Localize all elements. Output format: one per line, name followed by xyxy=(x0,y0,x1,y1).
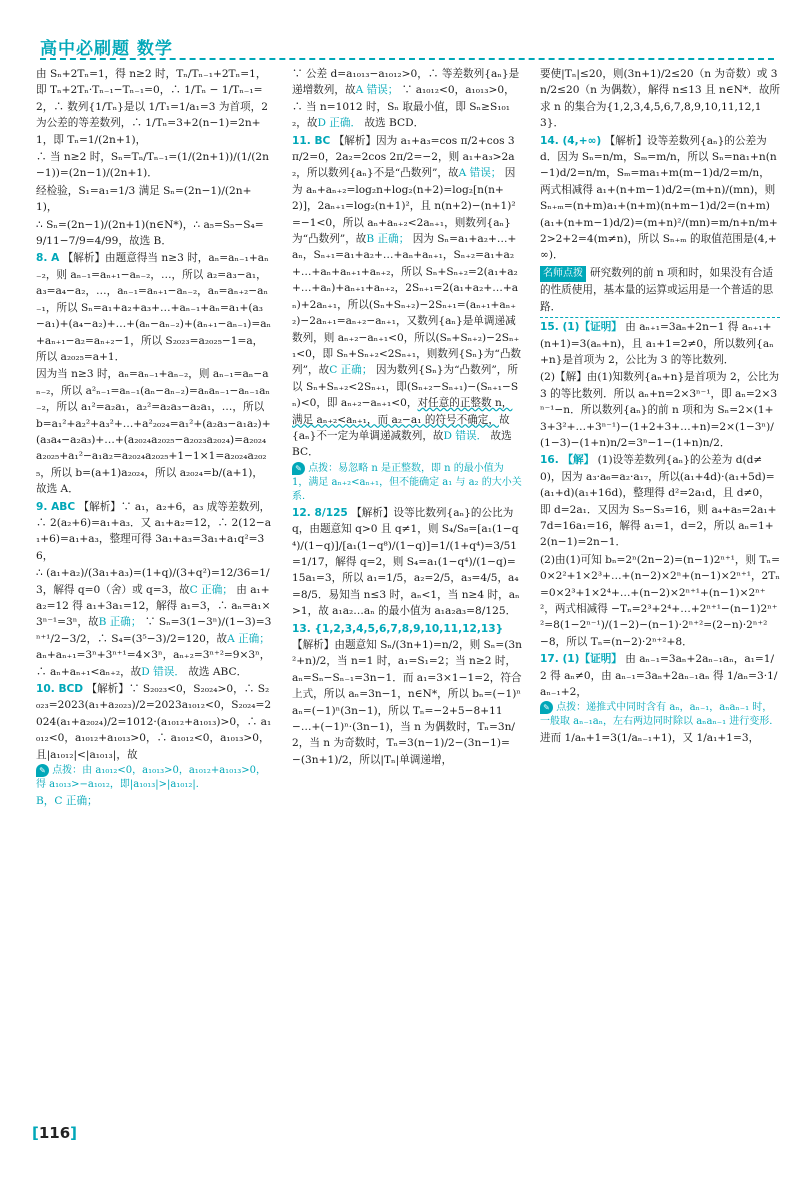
q15-block xyxy=(540,319,780,368)
q11-number: 11. BC xyxy=(292,134,331,147)
q8-solution: 【解析】由题意得当 n≥3 时，aₙ=aₙ₋₁+aₙ₋₂，则 aₙ₋₁=aₙ₊₁−aₙ₋₂，…，所以 a₂=a₃−a₁，a₃=a₄−a₂，…，aₙ₋₁=aₙ₊₁−aₙ₋₂，aₙ=aₙ₊₂−aₙ₋₁，所以 Sₙ=a₁+a₂+a₃+…+aₙ₋₁+aₙ=a₁+(a₃−a₁)+(a₄−a₂)+…+(aₙ−aₙ₋₂)+(aₙ₊₁−aₙ₋₁)=aₙ+aₙ₊₁−a₂=aₙ₊₂−1，所以 S₂₀₂₃=a₂₀₂₅−1=a，所以 a₂₀₂₅=a+1． xyxy=(36,252,272,363)
q15-part1: 由 aₙ₊₁=3aₙ+2n−1 得 aₙ₊₁+(n+1)=3(aₙ+n)，且 a₁+1=2≠0，所以数列{aₙ+n}是首项为 2，公比为 3 的等比数列． xyxy=(540,321,774,366)
q11-step-b: 因为 aₙ+aₙ₊₂=log₂n+log₂(n+2)=log₂[n(n+2)]，2aₙ₊₁=log₂(n+1)²，且 n(n+2)−(n+1)²=−1<0，所以 aₙ+aₙ₊₂<2aₙ₊₁，则数列{aₙ}为“凸数列”，故 xyxy=(292,167,516,246)
q11-block xyxy=(292,133,522,461)
column-right xyxy=(540,66,780,748)
q17-part1: 由 aₙ₋₁=3aₙ+2aₙ₋₁aₙ，a₁=1/2 得 aₙ≠0，由 aₙ₋₁=3aₙ+2aₙ₋₁aₙ 得 1/aₙ=3·1/aₙ₋₁+2， xyxy=(540,653,778,699)
q17-part2: 进而 1/aₙ+1=3(1/aₙ₋₁+1)，又 1/a₁+1=3， xyxy=(540,732,760,745)
q11-step-d: 因为数列{Sₙ}为“凸数列”，所以 Sₙ+Sₙ₊₂<2Sₙ₊₁，即(Sₙ₊₂−Sₙ₊₁)−(Sₙ₊₁−Sₙ)<0，即 aₙ₊₂−aₙ₊₁<0， xyxy=(292,364,519,410)
q8-solution-cont: 因为当 n≥3 时，aₙ=aₙ₋₁+aₙ₋₂，则 aₙ₋₁=aₙ−aₙ₋₂，所以 a²ₙ₋₁=aₙ₋₁(aₙ−aₙ₋₂)=aₙaₙ₋₁−aₙ₋₁aₙ₋₂，所以 a₁²=a₂a₁，a₂²=a₂a₃−a₂a₁，…，所以 b=a₁²+a₂²+a₃²+…+a²₂₀₂₄=a₁²+(a₂a₃−a₁a₂)+(a₃a₄−a₂a₃)+…+(a₂₀₂₄a₂₀₂₅−a₂₀₂₃a₂₀₂₄)=a₂₀₂₄a₂₀₂₅+a₁²−a₁a₂=a₂₀₂₄a₂₀₂₅+1−1×1=a₂₀₂₄a₂₀₂₅，所以 b=(a+1)a₂₀₂₄，所以 a₂₀₂₄=b/(a+1)，故选 A． xyxy=(36,368,271,496)
q17-block xyxy=(540,651,780,700)
q9-step-3: 由 a₁+a₂=12 得 a₁+3a₁=12，解得 a₁=3，∴ aₙ=a₁×3ⁿ⁻¹=3ⁿ，故 xyxy=(36,583,271,629)
q15-number: 15. (1)【证明】 xyxy=(540,321,622,334)
q10-cont xyxy=(292,66,522,132)
tip-icon: ✎ xyxy=(36,764,49,777)
q16-block xyxy=(540,452,780,550)
famous-teacher-tip xyxy=(540,265,780,318)
q9-correct-a: A 正确； xyxy=(227,632,270,645)
q10-tip xyxy=(36,764,272,792)
q12-number: 12. 8/125 xyxy=(292,506,348,519)
q9-wrong-d: D 错误． xyxy=(141,665,185,678)
q10-solution: 【解析】∵ S₂₀₂₃<0，S₂₀₂₄>0，∴ S₂₀₂₃=2023(a₁+a₂₀₂₃)/2=2023a₁₀₁₂<0，S₂₀₂₄=2024(a₁+a₂₀₂₄)/2=1012·(a₁₀₁₂+a₁₀₁₃)>0，∴ a₁₀₁₂<0，a₁₀₁₂+a₁₀₁₃>0，∴ a₁₀₁₂<0，a₁₀₁₃>0，且|a₁₀₁₂|<|a₁₀₁₃|，故 xyxy=(36,683,272,761)
q9-step-5: aₙ+aₙ₊₁=3ⁿ+3ⁿ⁺¹=4×3ⁿ，aₙ₊₂=3ⁿ⁺²=9×3ⁿ，∴ aₙ+aₙ₊₁<aₙ₊₂，故 xyxy=(36,649,271,678)
q8-number: 8. A xyxy=(36,252,60,265)
q9-solution: 【解析】∵ a₁，a₂+6，a₃ 成等差数列，∴ 2(a₂+6)=a₁+a₃．又 a₁+a₂=12，∴ 2(12−a₁+6)=a₁+a₃，整理可得 3a₁+a₃=3a₁+a₁q²=36， xyxy=(36,500,272,562)
q11-correct-b: B 正确； xyxy=(366,233,410,246)
q9-conclusion: 故选 ABC． xyxy=(188,665,248,678)
q17-tip-text: 点拨：递推式中同时含有 aₙ，aₙ₋₁，aₙaₙ₋₁ 时，一般取 aₙ₋₁aₙ，左右两边同时除以 aₙaₙ₋₁ 进行变形． xyxy=(540,702,780,728)
q9-line xyxy=(36,565,272,680)
q12-block xyxy=(292,505,522,620)
q11-step-d2: 故{aₙ}不一定为单调递减数列，故 xyxy=(292,413,510,442)
q7-text-4: ∴ Sₙ=(2n−1)/(2n+1)(n∈N*)，∴ a₅=S₅−S₄=9/11−7/9=4/99，故选 B． xyxy=(36,218,264,248)
q9-step-4: ∵ Sₙ=3(1−3ⁿ)/(1−3)=3ⁿ⁺¹/2−3/2，∴ S₄=(3⁵−3)/2=120，故 xyxy=(36,616,272,645)
q16-part1: (1)设等差数列{aₙ}的公差为 d(d≠0)，因为 a₃·a₆=a₂·a₁₇，所以(a₁+4d)·(a₁+5d)=(a₁+d)(a₁+16d)，整理得 d²=2a₁d，且 d≠0，即 d=2a₁．又因为 S₅−S₃=16，则 a₄+a₅=2a₁+7d=16a₁=16，解得 a₁=1，d=2，所以 aₙ=1+2(n−1)=2n−1． xyxy=(540,454,777,549)
tip-icon: ✎ xyxy=(292,462,305,475)
q9-number: 9. ABC xyxy=(36,500,76,513)
q7-text-3: 经检验，S₁=a₁=1/3 满足 Sₙ=(2n−1)/(2n+1)， xyxy=(36,184,252,214)
q11-solution: 【解析】因为 a₁+a₃=cos π/2+cos 3π/2=0，2a₂=2cos 2π/2=−2，则 a₁+a₃>2a₂，所以数列{aₙ}不是“凸数列”，故 xyxy=(292,134,515,180)
q7-text-1: 由 Sₙ+2Tₙ=1，得 n≥2 时，Tₙ/Tₙ₋₁+2Tₙ=1，即 Tₙ+2Tₙ·Tₙ₋₁−Tₙ₋₁=0，∴ 1/Tₙ − 1/Tₙ₋₁=2，∴ 数列{1/Tₙ}是以 1/T₁=1/a₁=3 为首项，2 为公差的等差数列，∴ 1/Tₙ=3+2(n−1)=2n+1，即 Tₙ=1/(2n+1)， xyxy=(36,68,268,146)
q10-tip-text: 点拨：由 a₁₀₁₂<0，a₁₀₁₃>0，a₁₀₁₂+a₁₀₁₃>0，得 a₁₀₁₃>−a₁₀₁₂，即|a₁₀₁₃|>|a₁₀₁₂|． xyxy=(36,765,266,791)
tip-icon: ✎ xyxy=(540,701,553,714)
q16-part2: (2)由(1)可知 bₙ=2ⁿ(2n−2)=(n−1)2ⁿ⁺¹，则 Tₙ=0×2²+1×2³+…+(n−2)×2ⁿ+(n−1)×2ⁿ⁺¹，2Tₙ=0×2³+1×2⁴+…+(n−2)×2ⁿ⁺¹+(n−1)×2ⁿ⁺²，两式相减得 −Tₙ=2³+2⁴+…+2ⁿ⁺¹−(n−1)2ⁿ⁺²=8(1−2ⁿ⁻¹)/(1−2)−(n−1)·2ⁿ⁺²=(2−n)·2ⁿ⁺²−8，所以 Tₙ=(n−2)·2ⁿ⁺²+8． xyxy=(540,553,780,648)
q10-number: 10. BCD xyxy=(36,683,84,696)
q8-block xyxy=(36,250,272,365)
q10-conclusion: 故选 BCD． xyxy=(364,117,425,130)
q14-solution: 【解析】设等差数列{aₙ}的公差为 d．因为 Sₙ=n/m，Sₘ=m/n，所以 Sₙ=na₁+n(n−1)d/2=n/m，Sₘ=ma₁+m(m−1)d/2=m/n，两式相减得 a₁+(n+m−1)d/2=(m+n)/(mn)，则 Sₙ₊ₘ=(n+m)a₁+(n+m)(n+m−1)d/2=(n+m)(a₁+(n+m−1)d/2)=(m+n)²/(mn)=m/n+n/m+2>2+2=4(m≠n)，所以 Sₙ₊ₘ 的取值范围是(4,+∞)． xyxy=(540,134,778,262)
q10-correct-d: D 正确． xyxy=(317,117,362,130)
q11-wrong-a: A 错误； xyxy=(458,167,502,180)
q7-text-2: ∴ 当 n≥2 时，Sₙ=Tₙ/Tₙ₋₁=(1/(2n+1))/(1/(2n−1))=(2n−1)/(2n+1)． xyxy=(36,151,269,180)
column-left xyxy=(36,66,272,810)
q10-cont-text-2: ∵ a₁₀₁₂<0，a₁₀₁₃>0，∴ 当 n=1012 时，Sₙ 取最小值，即 Sₙ≥S₁₀₁₂，故 xyxy=(292,84,515,130)
q11-tip xyxy=(292,462,522,504)
q9-step-2: ∴ (a₁+a₂)/(3a₁+a₃)=(1+q)/(3+q²)=12/36=1/3，解得 q=0（舍）或 q=3，故 xyxy=(36,567,270,596)
q16-number: 16. 【解】 xyxy=(540,454,595,467)
q13-number: 13. {1,2,3,4,5,6,7,8,9,10,11,12,13} xyxy=(292,622,504,635)
q9-correct-b: B 正确； xyxy=(98,616,142,629)
q10-correct-bc: B，C 正确； xyxy=(36,795,98,808)
q9-block xyxy=(36,499,272,565)
q10-wrong-a: A 错误； xyxy=(355,84,399,97)
page-number: [ 116 ] xyxy=(32,1124,77,1142)
famous-teacher-tag: 名师点拨 xyxy=(540,266,586,282)
q11-key-point: 对任意的正整数 n，满足 aₙ₊₂<aₙ₊₁，而 a₂−a₁ 的符号不确定， xyxy=(292,397,513,426)
q13-cont: 要使|Tₙ|≤20，则(3n+1)/2≤20（n 为奇数）或 3n/2≤20（n 为偶数），解得 n≤13 且 n∈N*．故所求 n 的集合为{1,2,3,4,5,6,7,8,9,10,11,12,13}． xyxy=(540,68,781,130)
q11-wrong-d: D 错误． xyxy=(443,429,488,442)
q11-correct-c: C 正确； xyxy=(329,364,373,377)
q15-part2: (2)【解】由(1)知数列{aₙ+n}是首项为 2，公比为 3 的等比数列．所以 aₙ+n=2×3ⁿ⁻¹，即 aₙ=2×3ⁿ⁻¹−n．所以数列{aₙ}的前 n 项和为 Sₙ=2×(1+3+3²+…+3ⁿ⁻¹)−(1+2+3+…+n)=2×(1−3ⁿ)/(1−3)−(1+n)n/2=3ⁿ−1−(1+n)n/2． xyxy=(540,371,780,449)
q10-cont-text: ∵ 公差 d=a₁₀₁₃−a₁₀₁₂>0，∴ 等差数列{aₙ}是递增数列，故 xyxy=(292,68,520,97)
q17-number: 17. (1)【证明】 xyxy=(540,653,622,666)
famous-teacher-text: 研究数列的前 n 项和时，如果没有合适的性质使用，基本量的运算或运用是一个普适的思路． xyxy=(540,266,774,313)
q13-block xyxy=(292,621,522,769)
q9-correct-c: C 正确； xyxy=(189,583,233,596)
q12-solution: 【解析】设等比数列{aₙ}的公比为 q，由题意知 q>0 且 q≠1，则 S₄/S₈=[a₁(1−q⁴)/(1−q)]/[a₁(1−q⁸)/(1−q)]=1/(1+q⁴)=3/51=1/17，解得 q=2，则 S₄=a₁(1−q⁴)/(1−q)=15a₁=3，所以 a₁=1/5，a₂=2/5，a₃=4/5，a₄=8/5．易知当 n≤3 时，aₙ<1，当 n≥4 时，aₙ>1，故 a₁a₂…aₙ 的最小值为 a₁a₂a₃=8/125． xyxy=(292,506,520,618)
header-divider xyxy=(40,58,774,60)
column-middle xyxy=(292,66,522,769)
q11-tip-text: 点拨：易忽略 n 是正整数，即 n 的最小值为 1，满足 aₙ₊₂<aₙ₊₁，但不能确定 a₁ 与 a₂ 的大小关系． xyxy=(292,462,522,502)
q11-step-c: 因为 Sₙ=a₁+a₂+…+aₙ，Sₙ₊₁=a₁+a₂+…+aₙ+aₙ₊₁，Sₙ₊₂=a₁+a₂+…+aₙ+aₙ₊₁+aₙ₊₂，所以 Sₙ+Sₙ₊₂=2(a₁+a₂+…+aₙ)+aₙ₊₁+aₙ₊₂，2Sₙ₊₁=2(a₁+a₂+…+aₙ)+2aₙ₊₁，所以(Sₙ+Sₙ₊₂)−2Sₙ₊₁=(aₙ₊₁+aₙ₊₂)−2aₙ₊₁=aₙ₊₂−aₙ₊₁，又数列{aₙ}是单调递减数列，则 aₙ₊₂−aₙ₊₁<0，所以(Sₙ+Sₙ₊₂)−2Sₙ₊₁<0，即 Sₙ+Sₙ₊₂<2Sₙ₊₁，则数列{Sₙ}为“凸数列”，故 xyxy=(292,233,522,377)
q10-block xyxy=(36,681,272,763)
q14-block xyxy=(540,133,780,264)
q13-solution: 【解析】由题意知 Sₙ/(3n+1)=n/2，则 Sₙ=(3n²+n)/2，当 n=1 时，a₁=S₁=2；当 n≥2 时，aₙ=Sₙ−Sₙ₋₁=3n−1．而 a₁=3×1−1=2，符合上式，所以 aₙ=3n−1，n∈N*，所以 bₙ=(−1)ⁿaₙ=(−1)ⁿ(3n−1)，所以 Tₙ=−2+5−8+11−…+(−1)ⁿ·(3n−1)，当 n 为偶数时，Tₙ=3n/2，当 n 为奇数时，Tₙ=3(n−1)/2−(3n−1)=−(3n+1)/2，所以|Tₙ|单调递增， xyxy=(292,639,522,766)
q14-number: 14. (4,+∞) xyxy=(540,134,602,147)
q17-tip xyxy=(540,701,780,729)
q11-conclusion: 故选 BC． xyxy=(292,429,512,459)
page-header-title: 高中必刷题 数学 xyxy=(40,39,173,59)
